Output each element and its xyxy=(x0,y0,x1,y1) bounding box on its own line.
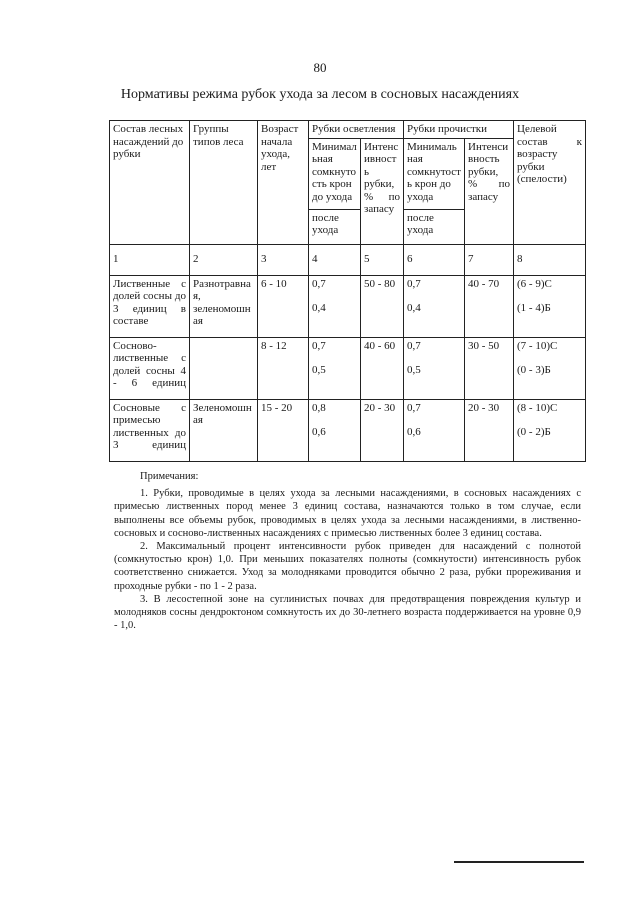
header-clean-after: после ухода xyxy=(404,209,465,244)
column-number: 8 xyxy=(514,244,586,275)
row-clar-density xyxy=(309,399,361,461)
header-clar-after: после ухода xyxy=(309,209,361,244)
notes-heading: Примечания: xyxy=(140,471,199,482)
header-cleaning: Рубки прочистки xyxy=(404,121,514,139)
norms-table xyxy=(109,120,586,462)
page-number: 80 xyxy=(313,60,327,75)
column-number: 6 xyxy=(404,244,465,275)
table-row xyxy=(110,275,586,337)
row-clean-density xyxy=(404,399,465,461)
notes-section xyxy=(114,470,581,632)
header-clar-min-density: Минимальная сомкнутость крон до ухода xyxy=(309,138,361,209)
row-clar-intensity: 50 - 80 xyxy=(361,275,404,337)
row-clar-intensity: 40 - 60 xyxy=(361,337,404,399)
header-clean-intensity: Интенсивность рубки, % по запасу xyxy=(465,138,514,244)
target-pine-value: (7 - 10)С xyxy=(517,339,558,352)
row-clar-density xyxy=(309,337,361,399)
row-composition: Сосново-лиственные с долей сосны 4 - 6 единиц xyxy=(110,337,190,399)
column-number: 4 xyxy=(309,244,361,275)
row-age: 15 - 20 xyxy=(258,399,309,461)
table-row xyxy=(110,399,586,461)
row-forest-types: Разнотравная, зеленомошная xyxy=(190,275,258,337)
document-title: Нормативы режима рубок ухода за лесом в сосновых насаждениях xyxy=(120,87,520,102)
header-clarification: Рубки осветления xyxy=(309,121,404,139)
row-clean-intensity: 40 - 70 xyxy=(465,275,514,337)
row-age: 6 - 10 xyxy=(258,275,309,337)
header-forest-types: Группы типов леса xyxy=(190,121,258,245)
target-birch-value: (0 - 2)Б xyxy=(517,426,551,438)
header-clean-min-density: Минимальная сомкнутость крон до ухода xyxy=(404,138,465,209)
clean-after-value: 0,4 xyxy=(407,302,421,314)
clar-before-value: 0,8 xyxy=(312,401,326,414)
table-row xyxy=(110,337,586,399)
row-clar-intensity: 20 - 30 xyxy=(361,399,404,461)
column-number: 7 xyxy=(465,244,514,275)
note-item: 3. В лесостепной зоне на суглинистых почвах для предотвращения повреждения культур и молодняков сосны дендроктоном сомкнутость их до 30-летнего возраста поддерживается на уровне 0,9 - 1,0. xyxy=(114,593,581,632)
row-composition: Лиственные с долей сосны до 3 единиц в составе xyxy=(110,275,190,337)
header-age: Возраст начала ухода, лет xyxy=(258,121,309,245)
clean-after-value: 0,6 xyxy=(407,426,421,438)
clar-before-value: 0,7 xyxy=(312,339,326,352)
note-item: 2. Максимальный процент интенсивности рубок приведен для насаждений с полнотой (сомкнутостью крон) 1,0. При меньших показателях полноты (сомкнутости) интенсивность рубок соответственно снижается. Уход за молодняками проводится обычно 2 раза, рубки прореживания и проходные рубки - по 1 - 2 раза. xyxy=(114,541,581,592)
row-clar-density xyxy=(309,275,361,337)
row-clean-density xyxy=(404,337,465,399)
clean-before-value: 0,7 xyxy=(407,401,421,414)
row-clean-density xyxy=(404,275,465,337)
header-composition: Состав лесных насаждений до рубки xyxy=(110,121,190,245)
column-number: 2 xyxy=(190,244,258,275)
row-clean-intensity: 20 - 30 xyxy=(465,399,514,461)
clean-before-value: 0,7 xyxy=(407,339,421,352)
clean-before-value: 0,7 xyxy=(407,277,421,290)
clar-after-value: 0,4 xyxy=(312,302,326,314)
clar-after-value: 0,6 xyxy=(312,426,326,438)
note-item: 1. Рубки, проводимые в целях ухода за лесными насаждениями, в сосновых насаждениях с примесью лиственных пород менее 3 единиц состава, назначаются только в том случае, если выполнены все объемы рубок, проводимых в целях ухода за лесными насаждениями, в лиственно-сосновых и сосново-лиственных насаждениях с примесью лиственных более 3 единиц состава. xyxy=(114,488,581,539)
column-number: 1 xyxy=(110,244,190,275)
table-header-row xyxy=(110,121,586,139)
row-target xyxy=(514,275,586,337)
row-target xyxy=(514,399,586,461)
header-target: Целевой состав к возрасту рубки (спелости) xyxy=(514,121,586,245)
row-target xyxy=(514,337,586,399)
row-forest-types xyxy=(190,337,258,399)
clean-after-value: 0,5 xyxy=(407,364,421,376)
row-forest-types: Зеленомошная xyxy=(190,399,258,461)
clar-before-value: 0,7 xyxy=(312,277,326,290)
clar-after-value: 0,5 xyxy=(312,364,326,376)
target-pine-value: (8 - 10)С xyxy=(517,401,558,414)
target-pine-value: (6 - 9)С xyxy=(517,277,552,290)
target-birch-value: (1 - 4)Б xyxy=(517,302,551,314)
footer-divider xyxy=(454,861,584,863)
row-composition: Сосновые с примесью лиственных до 3 единиц xyxy=(110,399,190,461)
row-age: 8 - 12 xyxy=(258,337,309,399)
column-number-row xyxy=(110,244,586,275)
target-birch-value: (0 - 3)Б xyxy=(517,364,551,376)
header-clar-intensity: Интенсивность рубки, % по запасу xyxy=(361,138,404,244)
row-clean-intensity: 30 - 50 xyxy=(465,337,514,399)
column-number: 5 xyxy=(361,244,404,275)
column-number: 3 xyxy=(258,244,309,275)
